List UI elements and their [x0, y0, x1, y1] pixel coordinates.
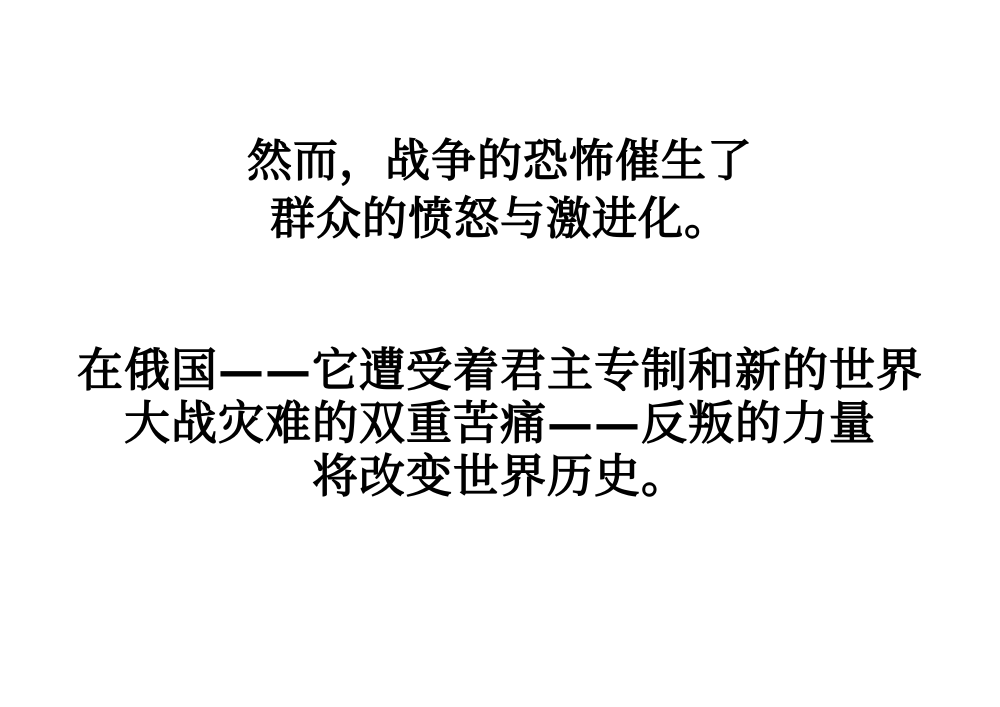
paragraph-war-horror-line-1: 然而，战争的恐怖催生了 — [246, 134, 753, 187]
paragraph-russia-rebellion-line-2: 大战灾难的双重苦痛——反叛的力量 — [124, 396, 876, 450]
paragraph-russia-rebellion — [0, 344, 1000, 503]
paragraph-russia-rebellion-line-1: 在俄国——它遭受着君主专制和新的世界 — [77, 343, 923, 397]
paragraph-war-horror-line-2: 群众的愤怒与激进化。 — [269, 192, 730, 245]
paragraph-war-horror — [0, 132, 1000, 248]
paragraph-russia-rebellion-line-3: 将改变世界历史。 — [312, 449, 688, 503]
